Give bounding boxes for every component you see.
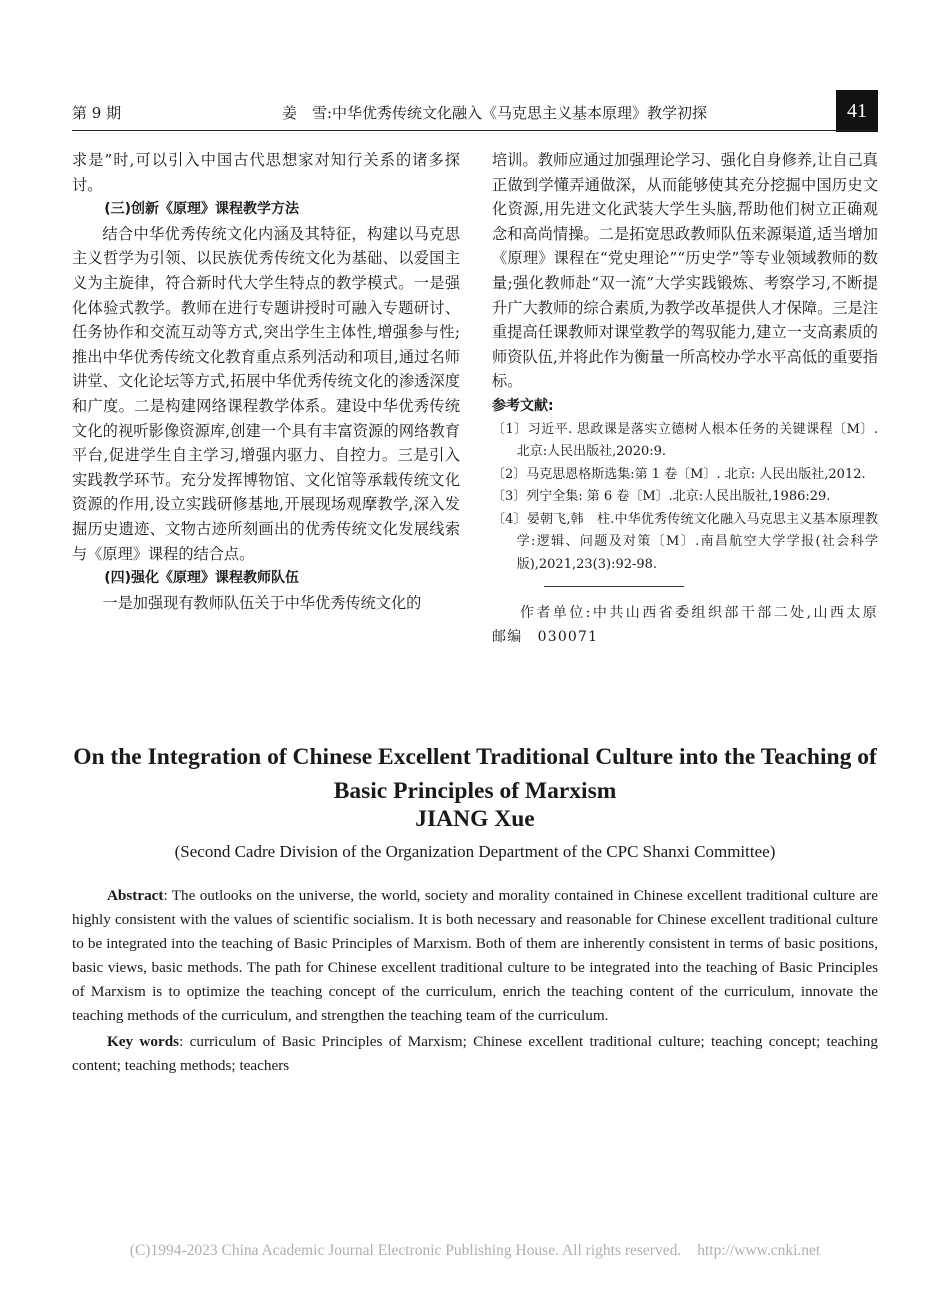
author-affiliation: 作者单位:中共山西省委组织部干部二处,山西太原 邮编 030071 [492, 605, 894, 646]
running-title: 姜 雪:中华优秀传统文化融入《马克思主义基本原理》教学初探 [282, 104, 708, 122]
english-author: JIANG Xue [415, 806, 535, 832]
english-affiliation: (Second Cadre Division of the Organization Department of the CPC Shanxi Committee) [174, 842, 776, 861]
page-number: 41 [836, 90, 878, 132]
reference-item: 〔1〕习近平. 思政课是落实立德树人根本任务的关键课程〔M〕. 北京:人民出版社,2020:9. [492, 421, 878, 460]
reference-item: 〔2〕马克思恩格斯选集:第 1 卷〔M〕. 北京: 人民出版社,2012. [492, 466, 866, 482]
abstract-label: Abstract [106, 887, 164, 904]
english-title: On the Integration of Chinese Excellent Traditional Culture into the Teaching of Basic Principles of Marxism [73, 744, 877, 804]
left-paragraph-3: 一是加强现有教师队伍关于中华优秀传统文化的 [102, 593, 422, 612]
right-paragraph-1: 培训。教师应通过加强理论学习、强化自身修养,让自己真正做到学懂弄通做深，从而能够使其充分挖掘中国历史文化资源,用先进文化武装大学生头脑,帮助他们树立正确观念和高尚情操。二是拓宽思政教师队伍来源渠道,适当增加《原理》课程在“党史理论”“历史学”等专业领域教师的数量;强化教师赴“双一流”大学实践锻炼、考察学习,不断提升广大教师的综合素质,为教学改革提供人才保障。三是注重提高任课教师对课堂教学的驾驭能力,建立一支高素质的师资队伍,并将此作为衡量一所高校办学水平高低的重要指标。 [492, 151, 878, 391]
section-heading-4: (四)强化《原理》课程教师队伍 [104, 570, 299, 587]
issue-number: 第 9 期 [72, 104, 122, 122]
reference-item: 〔3〕列宁全集: 第 6 卷〔M〕.北京:人民出版社,1986:29. [492, 489, 831, 505]
references-divider [544, 586, 684, 587]
abstract-text: : The outlooks on the universe, the world, society and morality contained in Chinese excellent traditional culture are highly consistent with the values of scientific socialism. It is both necessary and reasonable for Chinese excellent traditional culture to be integrated into the teaching of Basic Principles of Marxism. Both of them are inherently consistent in terms of basic positions, basic views, basic methods. The path for Chinese excellent traditional culture to be integrated into the teaching of Basic Principles of Marxism is to optimize the teaching concept of the curriculum, enrich the teaching content of the curriculum, innovate the teaching methods of the curriculum, and strengthen the teaching team of the curriculum. [72, 887, 878, 1024]
reference-item: 〔4〕晏朝飞,韩 柱.中华优秀传统文化融入马克思主义基本原理教学:逻辑、问题及对策〔M〕.南昌航空大学学报(社会科学版),2021,23(3):92-98. [492, 511, 878, 572]
left-paragraph-1: 求是”时,可以引入中国古代思想家对知行关系的诸多探讨。 [72, 151, 460, 194]
keywords-text: : curriculum of Basic Principles of Marxism; Chinese excellent traditional culture; teaching concept; teaching content; teaching methods; teachers [72, 1033, 878, 1074]
copyright-watermark [0, 1242, 950, 1260]
left-paragraph-2: 结合中华优秀传统文化内涵及其特征，构建以马克思主义哲学为引领、以民族优秀传统文化为基础、以爱国主义为主旋律，符合新时代大学生特点的教学模式。一是强化体验式教学。教师在进行专题讲授时可融入专题研讨、任务协作和交流互动等方式,突出学生主体性,增强参与性;推出中华优秀传统文化教育重点系列活动和项目,通过名师讲堂、文化论坛等方式,拓展中华优秀传统文化的渗透深度和广度。二是构建网络课程教学体系。建设中华优秀传统文化的视听影像资源库,创建一个具有丰富资源的网络教育平台,促进学生自主学习,增强内驱力、自控力。三是引入实践教学环节。充分发挥博物馆、文化馆等承载传统文化资源的作用,设立实践研修基地,开展现场观摩教学,深入发掘历史遗迹、文物古迹所刻画出的优秀传统文化发展线索与《原理》课程的结合点。 [72, 224, 460, 563]
abstract-paragraph [72, 884, 878, 1028]
left-column [72, 148, 460, 615]
footer-url: http://www.cnki.net [697, 1242, 821, 1259]
keywords-paragraph [72, 1030, 878, 1078]
english-abstract [72, 884, 878, 1078]
references-list [492, 419, 878, 577]
header-rule [72, 130, 878, 131]
copyright-text: (C)1994-2023 China Academic Journal Electronic Publishing House. All rights reserved. [129, 1242, 682, 1259]
keywords-label: Key words [106, 1033, 180, 1050]
page-header [72, 96, 878, 132]
right-column [492, 148, 894, 649]
references-heading: 参考文献: [492, 397, 554, 414]
section-heading-3: (三)创新《原理》课程教学方法 [104, 201, 299, 218]
